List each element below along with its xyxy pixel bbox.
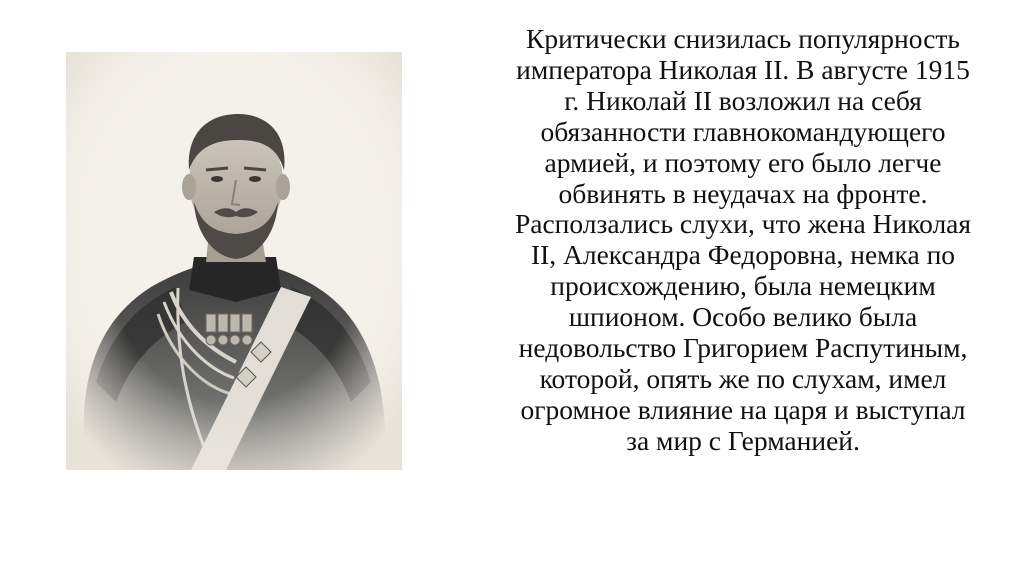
portrait-illustration [66, 52, 402, 470]
slide-text: Критически снизилась популярность императора Николая II. В августе 1915 г. Николай II возложил на себя обязанности главнокомандующего армией, и поэтому его было легче обвинять в неудачах на фронте. Расползались слухи, что жена Николая II, Александра Федоровна, немка по происхождению, была немецким шпионом. Особо велико была недовольство Григорием Распутиным, которой, опять же по слухам, имел огромное влияние на царя и выступал за мир с Германией. [514, 23, 972, 456]
portrait-photo [66, 52, 402, 470]
